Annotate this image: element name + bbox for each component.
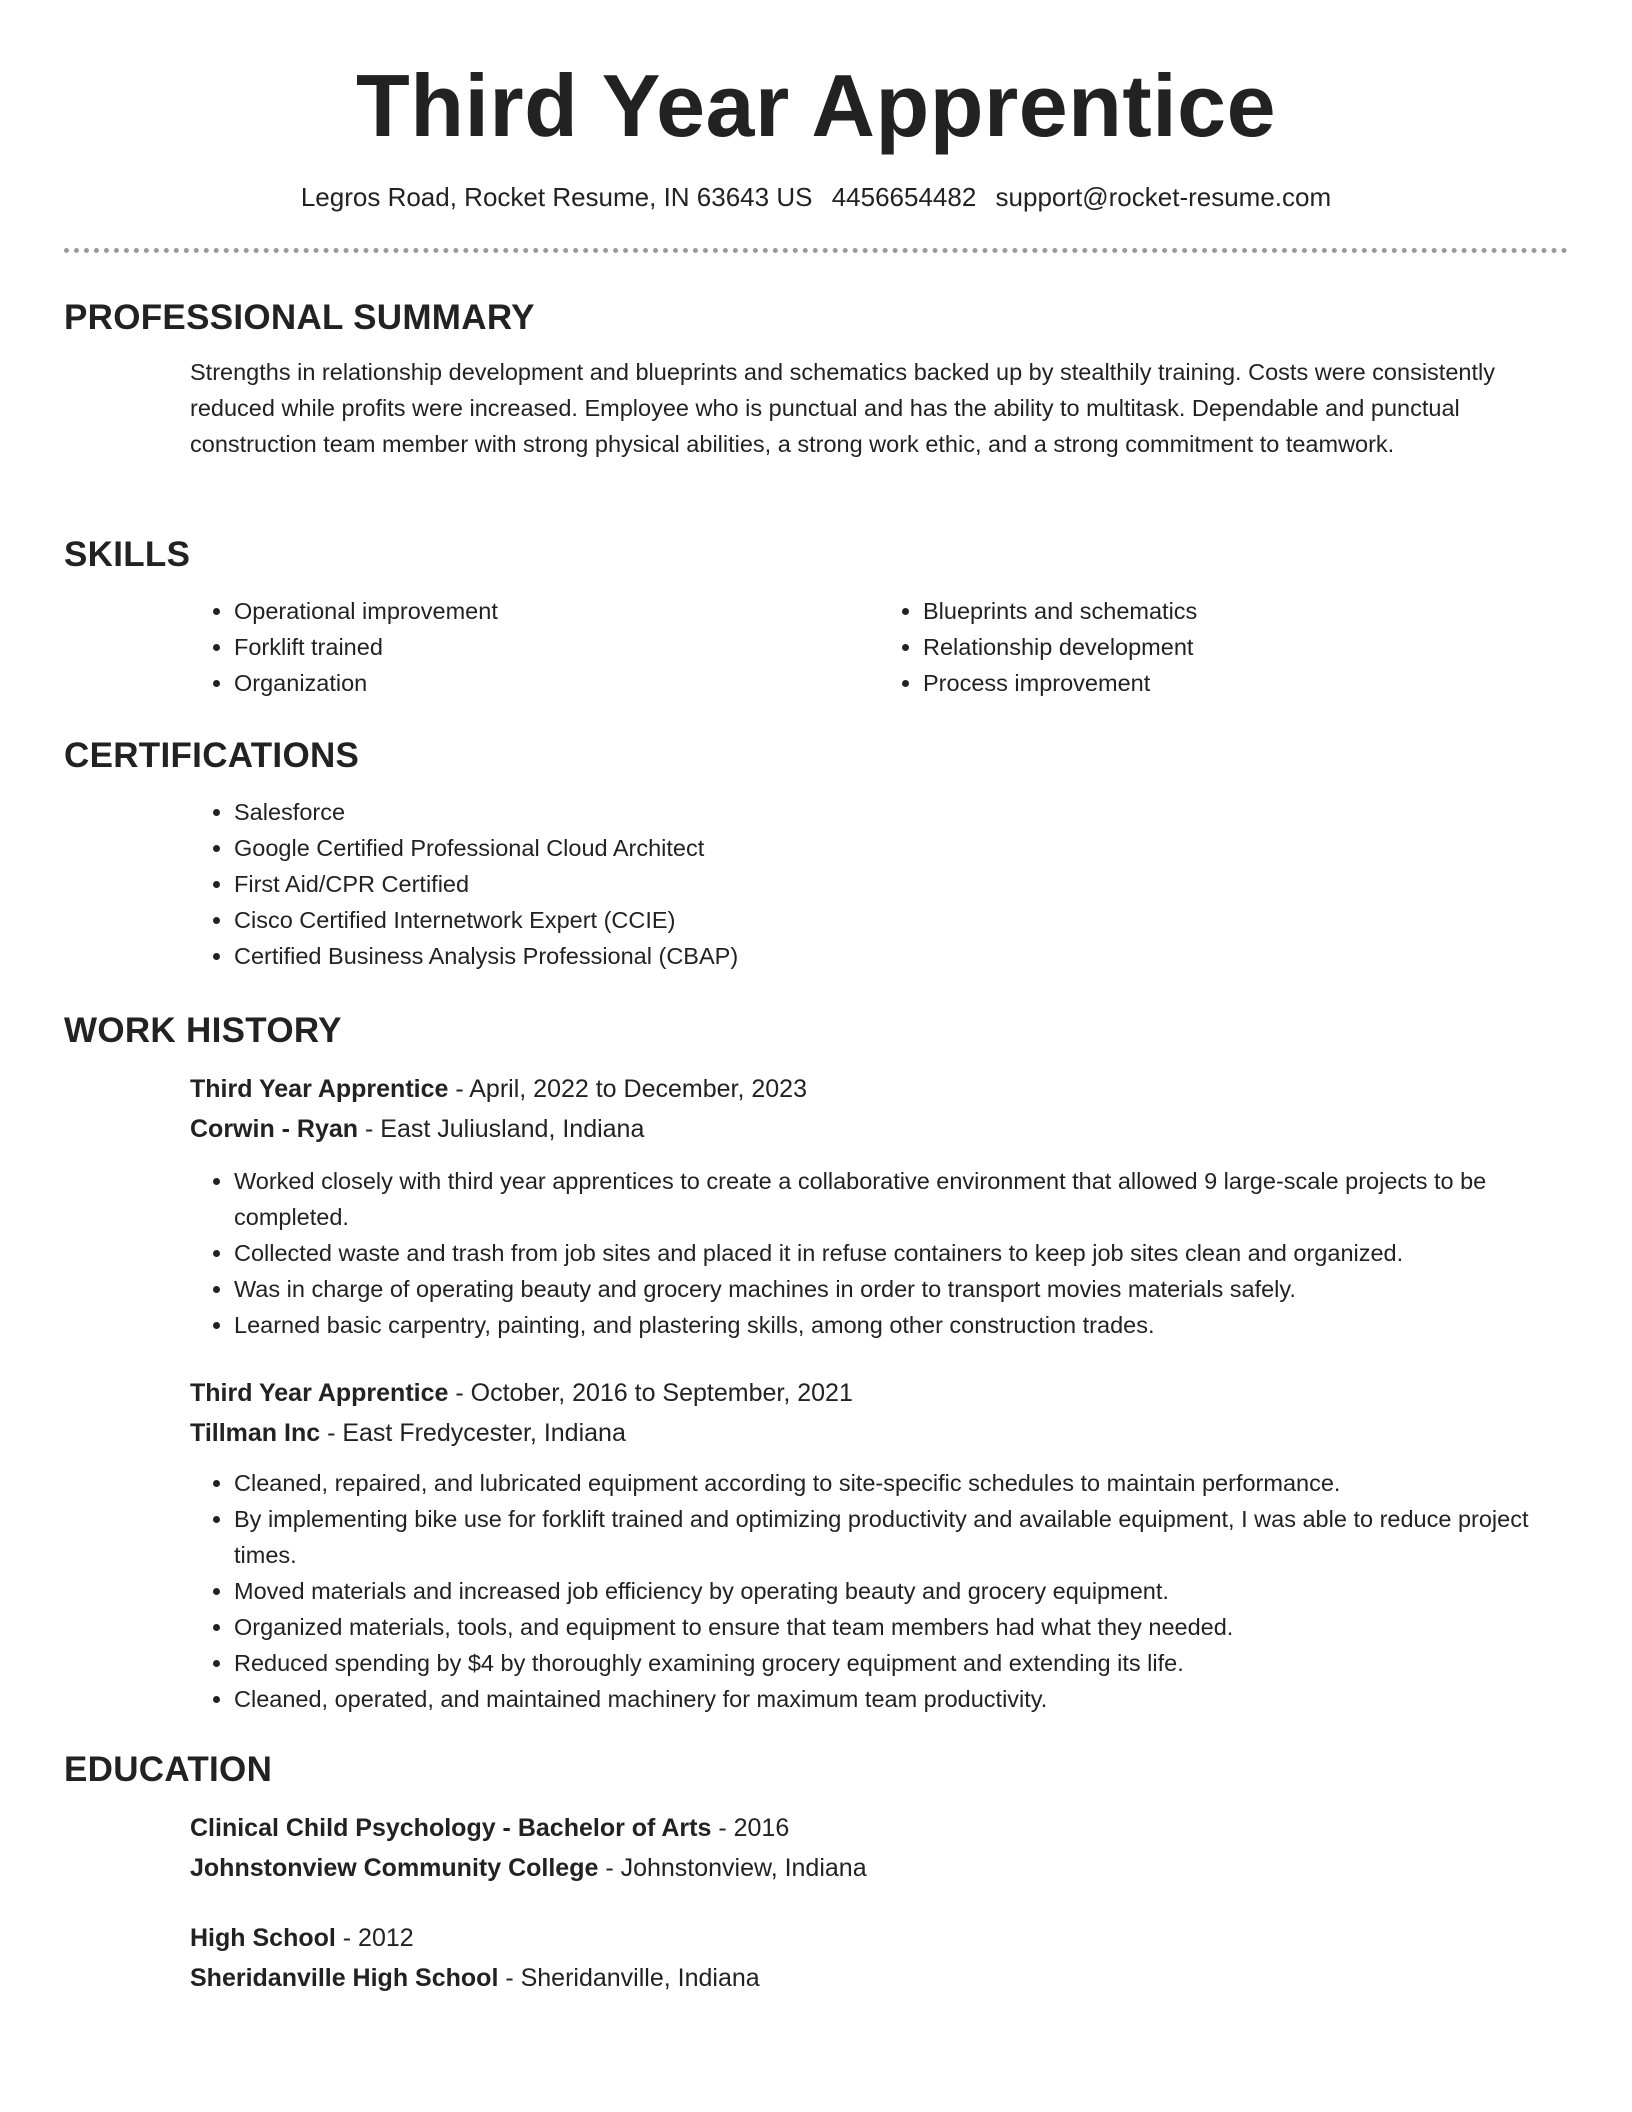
skills-list-left — [190, 593, 879, 701]
education-degree-line — [190, 1808, 1568, 1848]
job-bullets — [190, 1163, 1568, 1343]
education-school-line — [190, 1848, 1568, 1888]
skill-item: • Process improvement — [923, 665, 1568, 701]
job-bullet: • Cleaned, repaired, and lubricated equipment according to site-specific schedules to maintain performance. — [234, 1465, 1568, 1501]
education-year: - 2012 — [335, 1924, 414, 1952]
education-location: - Sheridanville, Indiana — [498, 1964, 760, 1992]
summary-section — [64, 296, 1568, 462]
job-bullet: • Organized materials, tools, and equipment to ensure that team members had what they needed. — [234, 1609, 1568, 1645]
skill-item: • Relationship development — [923, 629, 1568, 665]
job-bullet: • Moved materials and increased job efficiency by operating beauty and grocery equipment. — [234, 1573, 1568, 1609]
education-entry — [190, 1808, 1568, 1888]
job-entry — [190, 1373, 1568, 1717]
skill-item: • Forklift trained — [234, 629, 879, 665]
job-location: - East Fredycester, Indiana — [320, 1419, 626, 1447]
education-degree: Clinical Child Psychology - Bachelor of Arts — [190, 1814, 712, 1842]
job-company: Tillman Inc — [190, 1419, 321, 1447]
contact-phone: 4456654482 — [831, 182, 977, 212]
skills-list-right — [879, 593, 1568, 701]
job-bullet: • By implementing bike use for forklift trained and optimizing productivity and available equipment, I was able to reduce project times. — [234, 1501, 1568, 1573]
job-company: Corwin - Ryan — [190, 1115, 359, 1143]
certifications-list — [190, 794, 1568, 974]
header-divider — [64, 248, 1568, 253]
work-history-heading: WORK HISTORY — [64, 1011, 342, 1050]
job-bullets — [190, 1465, 1568, 1717]
skill-item: • Blueprints and schematics — [923, 593, 1568, 629]
certification-item: • Google Certified Professional Cloud Architect — [234, 830, 1568, 866]
education-year: - 2016 — [711, 1814, 790, 1842]
job-bullet: • Learned basic carpentry, painting, and plastering skills, among other construction trades. — [234, 1307, 1568, 1343]
education-school: Sheridanville High School — [190, 1964, 499, 1992]
summary-text: Strengths in relationship development and blueprints and schematics backed up by stealthily training. Costs were consistently reduced while profits were increased. Employee who is punctual and has the ability to multitask. Dependable and punctual construction team member with strong physical abilities, a strong work ethic, and a strong commitment to teamwork. — [190, 359, 1495, 457]
job-bullet: • Cleaned, operated, and maintained machinery for maximum team productivity. — [234, 1681, 1568, 1717]
skills-section — [64, 533, 1568, 701]
resume-page — [64, 0, 1568, 1992]
education-school-line — [190, 1958, 1568, 1998]
certification-item: • Salesforce — [234, 794, 1568, 830]
resume-header — [64, 58, 1568, 253]
skill-item: • Operational improvement — [234, 593, 879, 629]
job-role: Third Year Apprentice — [190, 1075, 449, 1103]
education-location: - Johnstonview, Indiana — [598, 1854, 867, 1882]
skill-item: • Organization — [234, 665, 879, 701]
summary-heading: PROFESSIONAL SUMMARY — [64, 298, 535, 337]
certifications-section — [64, 734, 1568, 974]
job-dates: - October, 2016 to September, 2021 — [448, 1379, 853, 1407]
candidate-name: Third Year Apprentice — [355, 56, 1277, 155]
job-bullet: • Reduced spending by $4 by thoroughly examining grocery equipment and extending its life. — [234, 1645, 1568, 1681]
job-role: Third Year Apprentice — [190, 1379, 449, 1407]
education-degree: High School — [190, 1924, 336, 1952]
certification-item: • Certified Business Analysis Professional (CBAP) — [234, 938, 1568, 974]
skills-grid — [190, 593, 1568, 701]
contact-email: support@rocket-resume.com — [995, 182, 1332, 212]
job-bullet: • Collected waste and trash from job sites and placed it in refuse containers to keep job sites clean and organized. — [234, 1235, 1568, 1271]
job-bullet: • Was in charge of operating beauty and grocery machines in order to transport movies materials safely. — [234, 1271, 1568, 1307]
certifications-heading: CERTIFICATIONS — [64, 736, 360, 775]
contact-address: Legros Road, Rocket Resume, IN 63643 US — [300, 182, 813, 212]
job-title-line — [190, 1069, 1568, 1109]
job-title-line — [190, 1373, 1568, 1413]
job-dates: - April, 2022 to December, 2023 — [448, 1075, 807, 1103]
education-school: Johnstonview Community College — [190, 1854, 599, 1882]
job-location: - East Juliusland, Indiana — [358, 1115, 645, 1143]
certification-item: • First Aid/CPR Certified — [234, 866, 1568, 902]
education-degree-line — [190, 1918, 1568, 1958]
education-entry — [190, 1918, 1568, 1998]
education-section — [64, 1748, 1568, 1998]
work-history-section — [64, 1009, 1568, 1717]
skills-heading: SKILLS — [64, 535, 191, 574]
education-heading: EDUCATION — [64, 1750, 273, 1789]
certification-item: • Cisco Certified Internetwork Expert (CCIE) — [234, 902, 1568, 938]
contact-line — [64, 180, 1568, 214]
job-company-line — [190, 1109, 1568, 1149]
job-bullet: • Worked closely with third year apprentices to create a collaborative environment that allowed 9 large-scale projects to be completed. — [234, 1163, 1568, 1235]
job-entry — [190, 1069, 1568, 1343]
job-company-line — [190, 1413, 1568, 1453]
